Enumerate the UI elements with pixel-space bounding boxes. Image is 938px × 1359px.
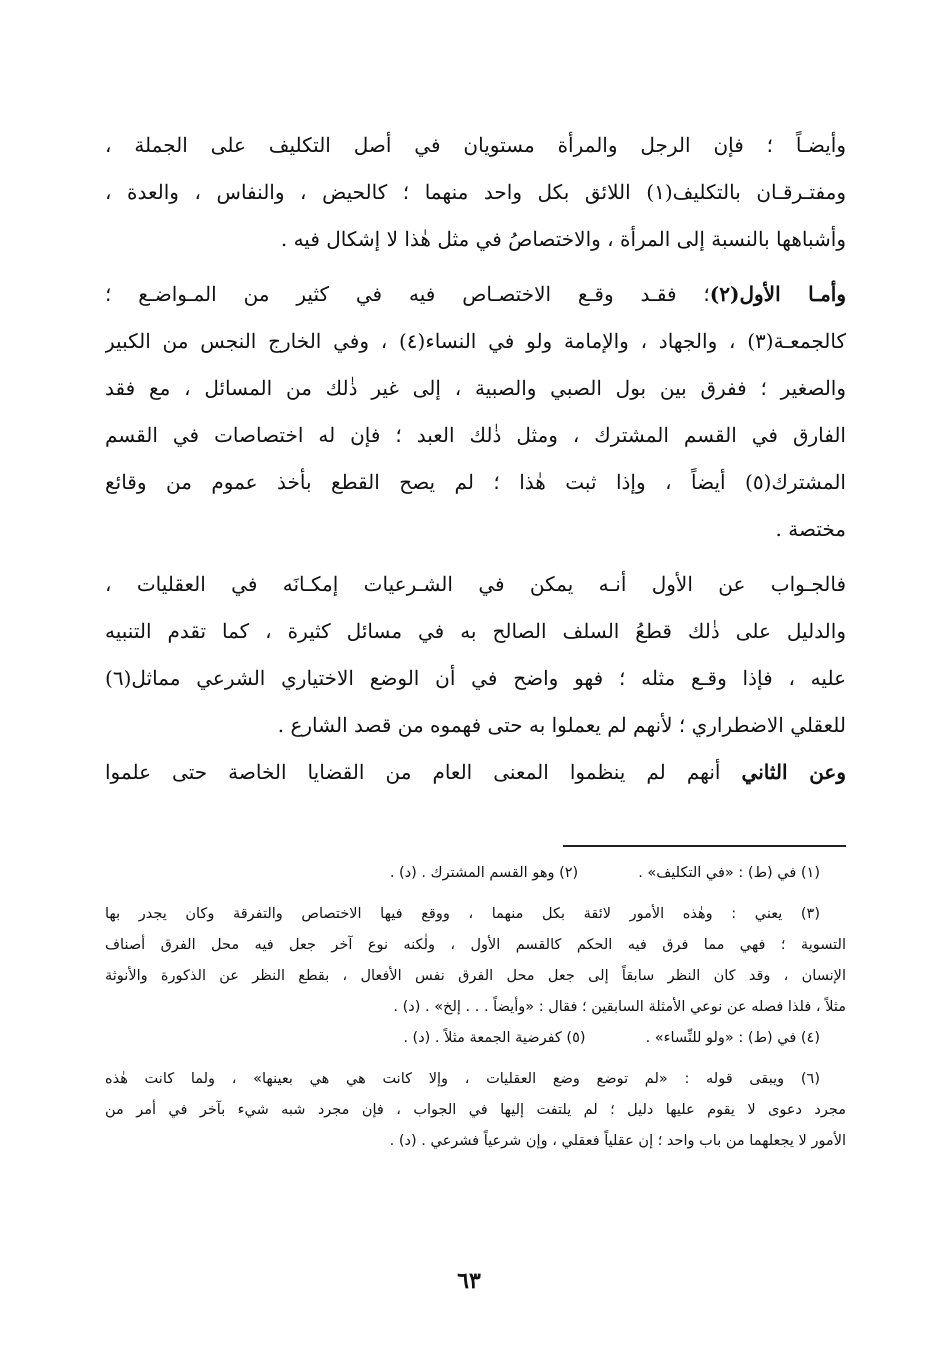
footnote-3-line: التسوية ؛ فهي مما فرق فيه الحكم كالقسم الأول ، ولٰكنه نوع آخر جعل فيه محل الفرق أصناف bbox=[105, 937, 846, 953]
text-line: كالجمعـة(٣) ، والجهاد ، والإمامة ولو في النساء(٤) ، وفي الخارج النجس من الكبير bbox=[105, 329, 846, 353]
section-lead: وأمـا الأول(٢) bbox=[709, 282, 846, 306]
paragraph-3 bbox=[105, 561, 846, 749]
paragraph-4 bbox=[105, 749, 846, 796]
text-line bbox=[105, 749, 846, 796]
text-line: والدليل على ذٰلك قطعُ السلف الصالح به في مسائل كثيرة ، كما تقدم التنبيه bbox=[105, 619, 846, 643]
footnote-3-line: مثلاً ، فلذا فصله عن نوعي الأمثلة السابقين ؛ فقال : «وأيضاً . . . إلخ» . (د) . bbox=[393, 999, 846, 1015]
footnote-3-line: الإنسان ، وقد كان النظر سابقاً إلى جعل محل الفرق نفس الأفعال ، بقطع النظر عن الذكورة والأنوثة bbox=[105, 968, 846, 984]
footnote-5: (٥) كفرضية الجمعة مثلاً . (د) . bbox=[403, 1030, 586, 1046]
footnote-divider bbox=[563, 845, 846, 847]
footnote-3-line: (٣) يعني : وهٰذه الأمور لائقة بكل منهما ، ووقع فيها الاختصاص والتفرقة وكان يجدر بها bbox=[105, 906, 820, 922]
text-line: وأشباهها بالنسبة إلى المرأة ، والاختصاصُ في مثل هٰذا لا إشكال فيه . bbox=[280, 227, 846, 251]
footnote-4: (٤) في (ط) : «ولو للنِّساء» . bbox=[645, 1030, 820, 1046]
footnote-row bbox=[105, 1023, 846, 1054]
footnote-1: (١) في (ط) : «في التكليف» . bbox=[638, 865, 820, 881]
text-run: ؛ فقـد وقـع الاختصـاص فيه في كثير من المـواضـع ؛ bbox=[105, 282, 710, 306]
text-line: الفارق في القسم المشترك ، ومثل ذٰلك العبد ؛ فإن له اختصاصات في القسم bbox=[105, 423, 846, 447]
paragraph-1 bbox=[105, 122, 846, 263]
text-line: وأيضـاً ؛ فإن الرجل والمرأة مستويان في أصل التكليف على الجملة ، bbox=[105, 133, 846, 157]
text-run: أنهم لم ينظموا المعنى العام من القضايا الخاصة حتى علموا bbox=[105, 760, 721, 784]
main-text bbox=[105, 122, 846, 796]
footnote-6-line: (٦) ويبقى قوله : «لم توضع وضع العقليات ، وإلا كانت هي هي بعينها» ، ولما كانت هٰذه bbox=[105, 1071, 820, 1087]
footnote-6-line: مجرد دعوى لا يقوم عليها دليل ؛ لم يلتفت إليها في الجواب ، فإن مجرد شبه شيء بآخر في أمر من bbox=[105, 1102, 846, 1118]
text-line: مختصة . bbox=[775, 517, 846, 541]
footnotes bbox=[105, 858, 846, 1157]
text-line: والصغير ؛ ففرق بين بول الصبي والصبية ، إلى غير ذٰلك من المسائل ، مع فقد bbox=[105, 376, 846, 400]
text-line: ومفتـرقـان بالتكليف(١) اللائق بكل واحد منهما ؛ كالحيض ، والنفاس ، والعدة ، bbox=[105, 180, 846, 204]
text-line: عليه ، فإذا وقـع مثله ؛ فهو واضح في أن الوضع الاختياري الشرعي مماثل(٦) bbox=[105, 666, 846, 690]
footnote-6-line: الأمور لا يجعلهما من باب واحد ؛ إن عقلياً فعقلي ، وإن شرعياً فشرعي . (د) . bbox=[389, 1133, 846, 1149]
page-number: ٦٣ bbox=[457, 1268, 481, 1294]
paragraph-2 bbox=[105, 271, 846, 553]
footnote-2: (٢) وهو القسم المشترك . (د) . bbox=[389, 865, 579, 881]
section-lead: وعن الثاني bbox=[741, 760, 846, 784]
footnote-row bbox=[105, 858, 846, 889]
text-line: للعقلي الاضطراري ؛ لأنهم لم يعملوا به حتى فهموه من قصد الشارع . bbox=[277, 713, 846, 737]
text-line: المشترك(٥) أيضاً ، وإذا ثبت هٰذا ؛ لم يصح القطع بأخذ عموم من وقائع bbox=[105, 470, 846, 494]
text-line: فالجـواب عن الأول أنـه يمكن في الشـرعيات إمكـانَه في العقليات ، bbox=[105, 572, 846, 596]
text-line bbox=[105, 271, 846, 318]
